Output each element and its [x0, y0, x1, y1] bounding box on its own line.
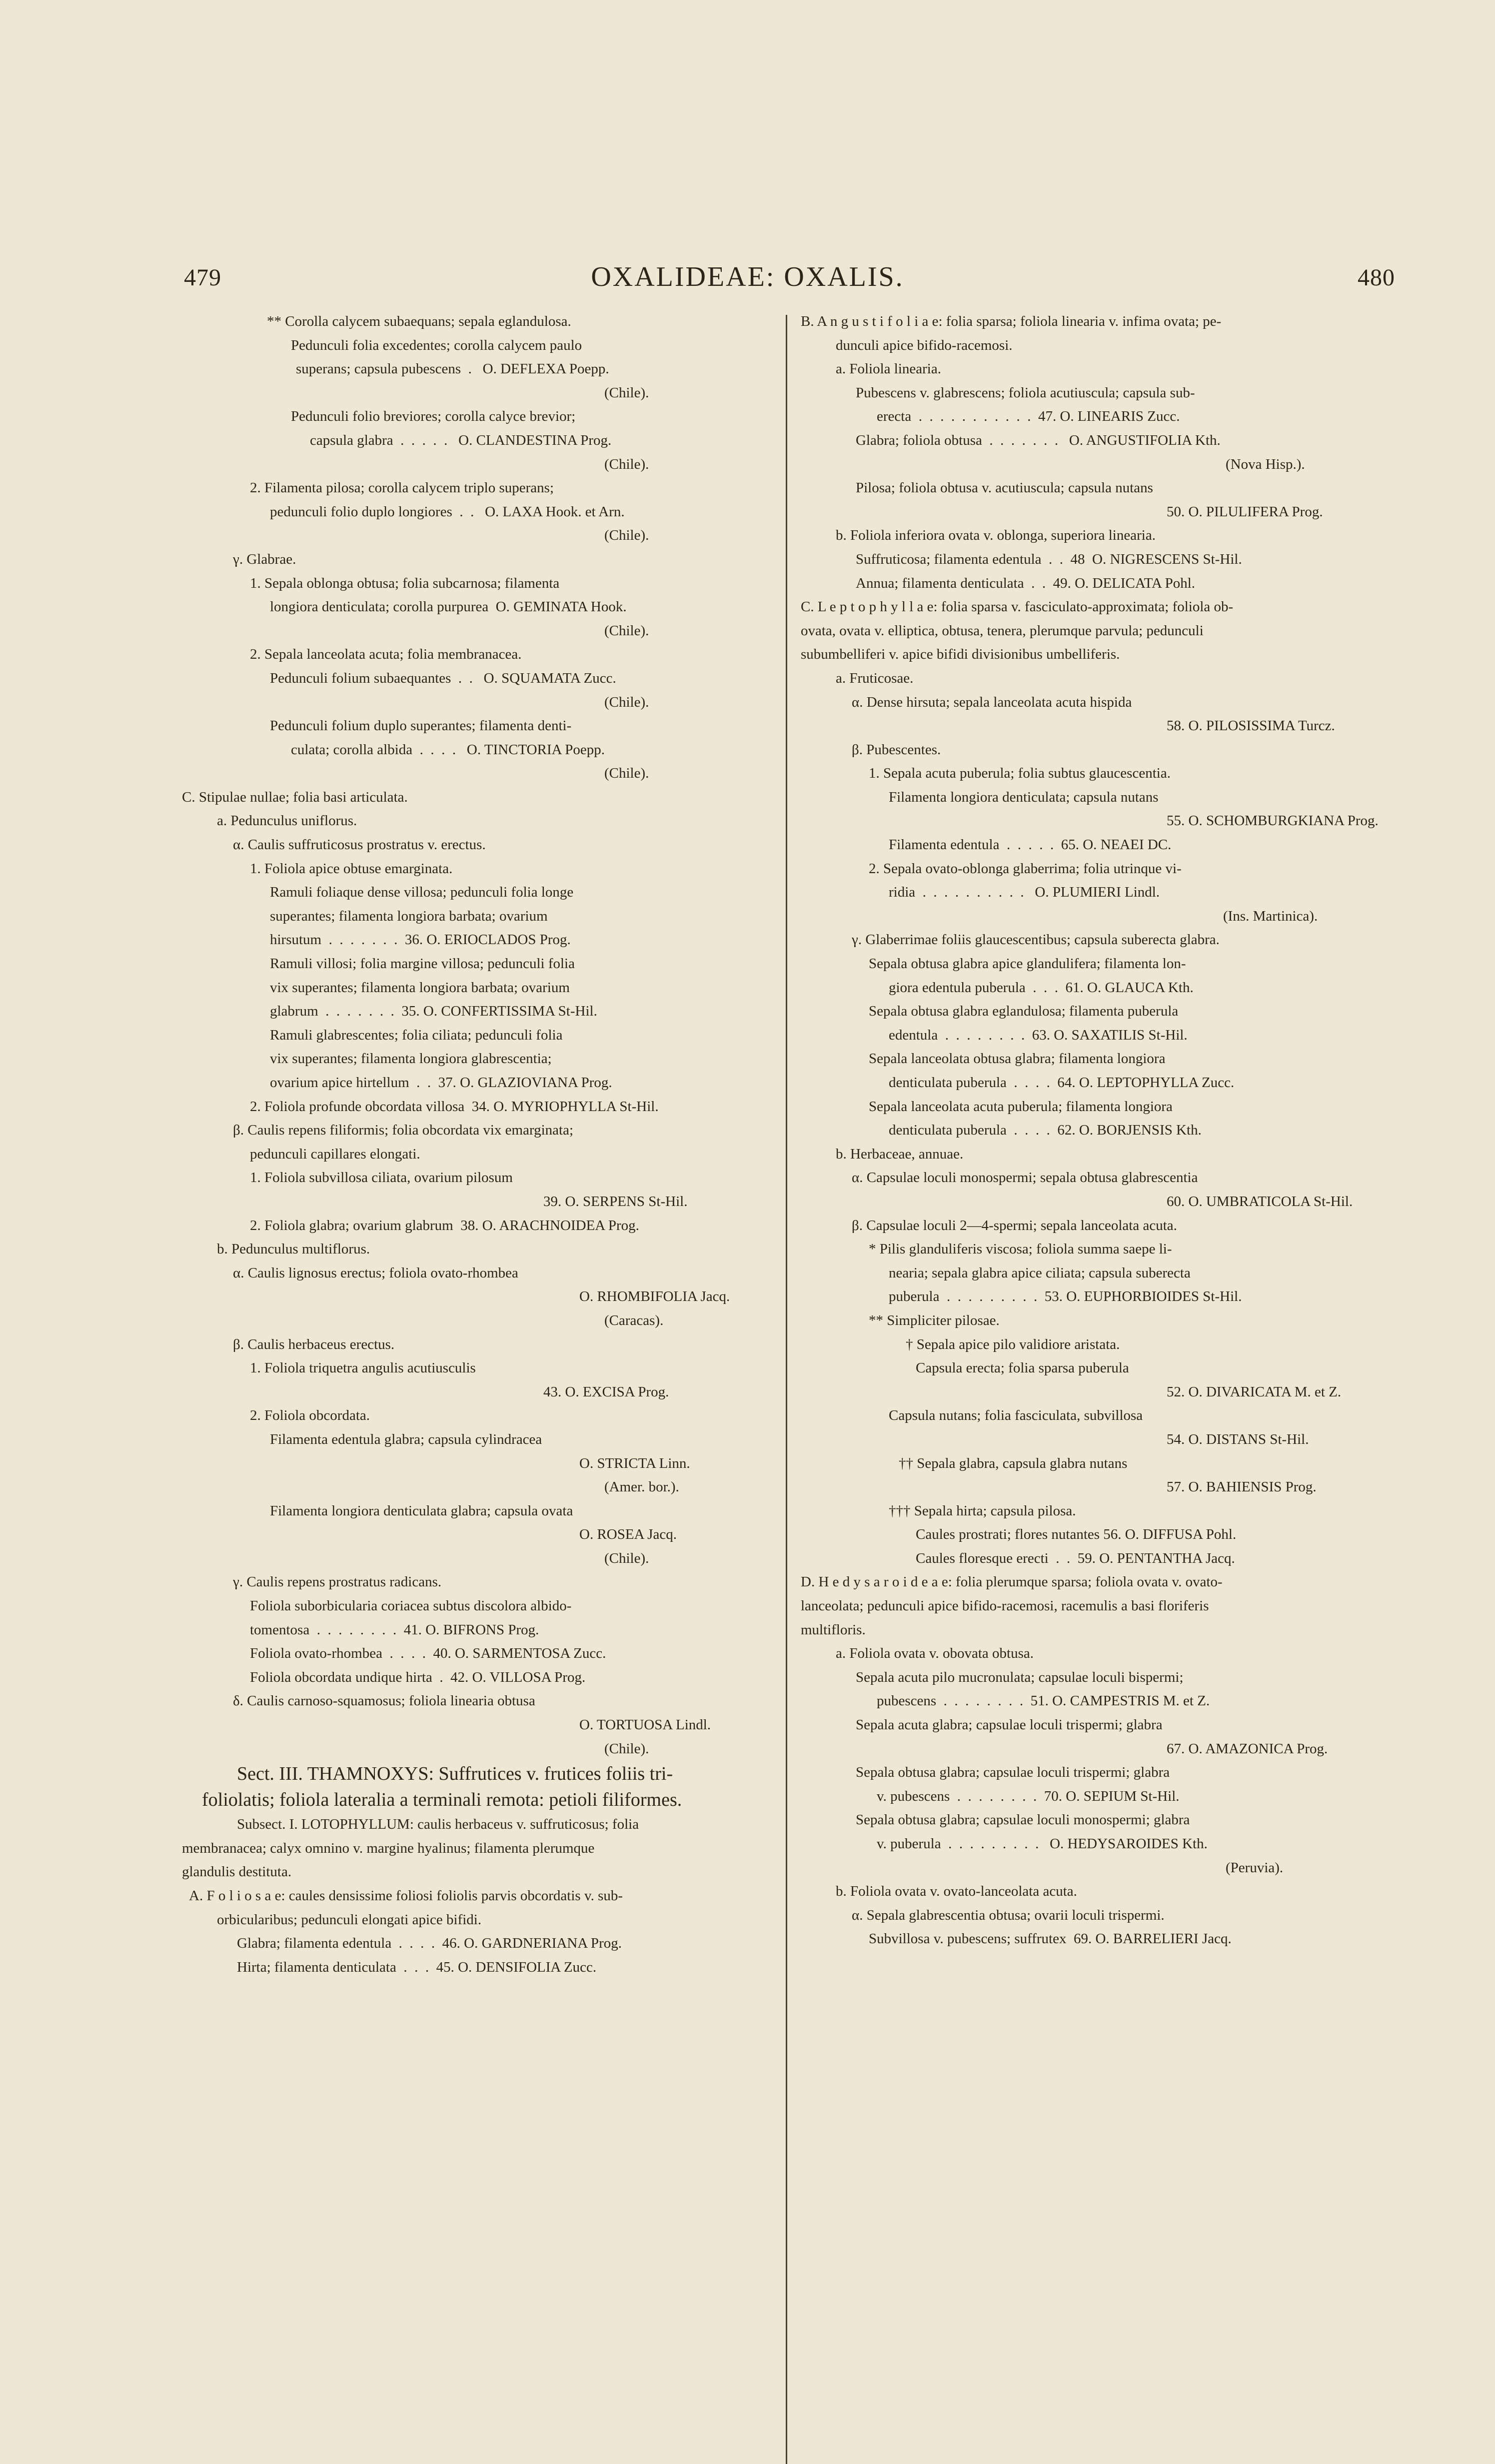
text-line — [182, 1713, 766, 1737]
text-line-content: (Chile). — [604, 694, 649, 710]
text-line-content: Sepala lanceolata obtusa glabra; filamenta longiora — [869, 1051, 1166, 1067]
text-line — [801, 1309, 1394, 1333]
text-line — [182, 1860, 766, 1884]
text-line-content: 2. Sepala ovato-oblonga glaberrima; folia utrinque vi- — [869, 860, 1182, 877]
text-line-content: capsula glabra . . . . . O. CLANDESTINA Prog. — [310, 432, 612, 448]
text-line — [801, 976, 1394, 1000]
text-line — [182, 1547, 766, 1571]
text-line — [182, 667, 766, 691]
text-line — [801, 1832, 1394, 1856]
text-line — [801, 1475, 1394, 1499]
text-line-content: Capsula nutans; folia fasciculata, subvillosa — [889, 1407, 1143, 1424]
text-line — [182, 1837, 766, 1861]
text-line — [801, 1737, 1394, 1761]
text-line-content: 1. Sepala oblonga obtusa; folia subcarnosa; filamenta — [250, 575, 560, 591]
text-line-content: edentula . . . . . . . . 63. O. SAXATILIS St-Hil. — [889, 1027, 1188, 1043]
text-line-content: puberula . . . . . . . . . 53. O. EUPHORBIOIDES St-Hil. — [889, 1288, 1242, 1305]
text-line — [801, 381, 1394, 405]
text-line-content: Ramuli villosi; folia margine villosa; pedunculi folia — [270, 956, 575, 972]
text-line-content: a. Foliola ovata v. obovata obtusa. — [836, 1645, 1034, 1662]
text-line — [801, 405, 1394, 429]
text-line-content: α. Caulis lignosus erectus; foliola ovato-rhombea — [233, 1264, 518, 1281]
text-line-content: α. Dense hirsuta; sepala lanceolata acuta hispida — [852, 694, 1132, 710]
text-line — [182, 1024, 766, 1048]
text-line — [182, 738, 766, 762]
text-line — [182, 1119, 766, 1143]
text-line-content: v. puberula . . . . . . . . . O. HEDYSAROIDES Kth. — [877, 1836, 1208, 1852]
text-line-content: giora edentula puberula . . . 61. O. GLAUCA Kth. — [889, 979, 1194, 996]
text-line — [801, 1856, 1394, 1880]
text-line-content: γ. Glaberrimae foliis glaucescentibus; capsula suberecta glabra. — [852, 932, 1220, 948]
text-line-content: a. Foliola linearia. — [836, 361, 941, 377]
text-line — [801, 1594, 1394, 1618]
text-line — [801, 1047, 1394, 1071]
text-line-content: subumbelliferi v. apice bifidi divisionibus umbelliferis. — [801, 646, 1120, 663]
text-line-content: tomentosa . . . . . . . . 41. O. BIFRONS Prog. — [250, 1621, 539, 1638]
text-line — [801, 357, 1394, 381]
text-line — [182, 1642, 766, 1666]
text-line — [801, 1071, 1394, 1095]
text-line-content: (Chile). — [604, 622, 649, 639]
text-line — [801, 1356, 1394, 1380]
text-line-content: Ramuli foliaque dense villosa; pedunculi folia longe — [270, 884, 574, 901]
text-line — [182, 1285, 766, 1309]
text-line-content: (Chile). — [604, 384, 649, 401]
text-line — [182, 476, 766, 500]
text-line — [182, 1884, 766, 1908]
text-line — [801, 1761, 1394, 1785]
text-line-content: superans; capsula pubescens . O. DEFLEXA Poepp. — [296, 361, 609, 377]
text-line — [801, 1808, 1394, 1832]
text-line — [182, 1618, 766, 1642]
text-line — [801, 809, 1394, 833]
text-line-content: ** Simpliciter pilosae. — [869, 1312, 1000, 1328]
text-line-content: 39. O. SERPENS St-Hil. — [543, 1193, 688, 1210]
text-line — [182, 1761, 766, 1787]
text-line — [801, 833, 1394, 857]
text-line-content: lanceolata; pedunculi apice bifido-racemosi, racemulis a basi floriferis — [801, 1598, 1209, 1614]
text-line — [801, 857, 1394, 881]
text-line-content: dunculi apice bifido-racemosi. — [836, 337, 1013, 353]
text-line-content: ** Corolla calycem subaequans; sepala eglandulosa. — [267, 313, 571, 329]
text-line — [801, 1190, 1394, 1214]
text-line-content: C. L e p t o p h y l l a e: folia sparsa v. fasciculato-approximata; foliola ob- — [801, 599, 1234, 615]
text-line-content: B. A n g u s t i f o l i a e: folia sparsa; foliola linearia v. infima ovata; pe- — [801, 313, 1222, 329]
text-line-content: β. Capsulae loculi 2—4-spermi; sepala lanceolata acuta. — [852, 1217, 1177, 1233]
text-line-content: multifloris. — [801, 1621, 866, 1638]
text-line — [182, 429, 766, 453]
text-line-content: Foliola ovato-rhombea . . . . 40. O. SARMENTOSA Zucc. — [250, 1645, 606, 1662]
text-line — [182, 881, 766, 905]
text-line — [182, 1666, 766, 1690]
text-line-content: 60. O. UMBRATICOLA St-Hil. — [1167, 1193, 1353, 1210]
text-line — [801, 1119, 1394, 1143]
text-line-content: Filamenta longiora denticulata glabra; capsula ovata — [270, 1502, 573, 1519]
text-line-content: 1. Foliola subvillosa ciliata, ovarium pilosum — [250, 1170, 513, 1186]
text-line-content: foliolatis; foliola lateralia a terminali remota: petioli filiformes. — [202, 1789, 682, 1811]
text-line-content: γ. Caulis repens prostratus radicans. — [233, 1574, 442, 1590]
text-line — [182, 1737, 766, 1761]
text-line-content: Sepala acuta pilo mucronulata; capsulae loculi bispermi; — [856, 1669, 1184, 1685]
text-line-content: Caules floresque erecti . . 59. O. PENTANTHA Jacq. — [916, 1550, 1235, 1566]
text-line — [182, 500, 766, 524]
text-line-content: 2. Sepala lanceolata acuta; folia membranacea. — [250, 646, 522, 663]
text-line-content: Sepala obtusa glabra; capsulae loculi trispermi; glabra — [856, 1764, 1170, 1781]
text-line — [182, 524, 766, 548]
text-line-content: O. ROSEA Jacq. — [579, 1526, 677, 1543]
text-line — [182, 1190, 766, 1214]
text-line — [182, 405, 766, 429]
text-line — [182, 691, 766, 715]
text-line — [182, 310, 766, 334]
text-line-content: nearia; sepala glabra apice ciliata; capsula suberecta — [889, 1264, 1191, 1281]
text-line — [801, 334, 1394, 358]
text-line — [801, 1024, 1394, 1048]
text-line-content: 54. O. DISTANS St-Hil. — [1167, 1431, 1309, 1447]
text-line — [182, 809, 766, 833]
text-line — [182, 1143, 766, 1167]
text-line — [801, 1547, 1394, 1571]
text-line-content: vix superantes; filamenta longiora glabrescentia; — [270, 1051, 552, 1067]
text-line — [182, 595, 766, 619]
text-line — [801, 1523, 1394, 1547]
text-line — [182, 1071, 766, 1095]
text-line — [801, 643, 1394, 667]
text-line — [801, 310, 1394, 334]
text-line-content: Filamenta edentula glabra; capsula cylindracea — [270, 1431, 542, 1447]
text-line — [801, 500, 1394, 524]
text-line-content: Capsula erecta; folia sparsa puberula — [916, 1360, 1129, 1376]
text-line-content: Foliola obcordata undique hirta . 42. O. VILLOSA Prog. — [250, 1669, 586, 1685]
text-line — [182, 1932, 766, 1956]
text-line — [182, 643, 766, 667]
text-line-content: Pedunculi folia excedentes; corolla calycem paulo — [291, 337, 582, 353]
text-line — [801, 952, 1394, 976]
text-line — [182, 1594, 766, 1618]
text-line-content: erecta . . . . . . . . . . . 47. O. LINEARIS Zucc. — [877, 408, 1180, 425]
text-line-content: (Amer. bor.). — [604, 1479, 679, 1495]
text-line — [182, 1428, 766, 1452]
text-line — [182, 1261, 766, 1285]
text-line — [801, 1927, 1394, 1951]
text-line-content: α. Capsulae loculi monospermi; sepala obtusa glabrescentia — [852, 1170, 1198, 1186]
text-line-content: Pedunculi folium duplo superantes; filamenta denti- — [270, 718, 572, 734]
text-line-content: b. Pedunculus multiflorus. — [217, 1241, 370, 1257]
text-line — [801, 1880, 1394, 1904]
running-head-title: OXALIDEAE: OXALIS. — [591, 261, 904, 292]
text-line-content: ††† Sepala hirta; capsula pilosa. — [889, 1502, 1076, 1519]
text-line-content: Subvillosa v. pubescens; suffrutex 69. O. BARRELIERI Jacq. — [869, 1931, 1232, 1947]
text-line-content: Hirta; filamenta denticulata . . . 45. O. DENSIFOLIA Zucc. — [237, 1959, 597, 1975]
text-line — [182, 1689, 766, 1713]
text-line-content: Glabra; filamenta edentula . . . . 46. O. GARDNERIANA Prog. — [237, 1935, 622, 1952]
text-line-content: δ. Caulis carnoso-squamosus; foliola linearia obtusa — [233, 1693, 535, 1709]
text-line — [182, 1523, 766, 1547]
text-line-content: Pubescens v. glabrescens; foliola acutiuscula; capsula sub- — [856, 384, 1195, 401]
text-line-content: 1. Sepala acuta puberula; folia subtus glaucescentia. — [869, 765, 1171, 782]
text-line-content: b. Foliola ovata v. ovato-lanceolata acuta. — [836, 1883, 1077, 1900]
text-line — [801, 1285, 1394, 1309]
text-line — [182, 381, 766, 405]
text-line-content: 2. Filamenta pilosa; corolla calycem triplo superans; — [250, 480, 554, 496]
text-line — [801, 881, 1394, 905]
text-line-content: superantes; filamenta longiora barbata; ovarium — [270, 908, 548, 924]
text-line — [801, 1095, 1394, 1119]
text-line — [182, 714, 766, 738]
text-line — [182, 928, 766, 952]
page-number-left: 479 — [184, 264, 221, 291]
text-line-content: O. TORTUOSA Lindl. — [579, 1717, 711, 1733]
text-line — [182, 453, 766, 477]
text-line-content: Suffruticosa; filamenta edentula . . 48 O. NIGRESCENS St-Hil. — [856, 551, 1242, 567]
text-line — [182, 762, 766, 786]
text-line-content: 57. O. BAHIENSIS Prog. — [1167, 1479, 1317, 1495]
text-line — [182, 1333, 766, 1357]
column-divider — [786, 315, 787, 2464]
text-line-content: (Ins. Martinica). — [1223, 908, 1318, 924]
text-line — [182, 357, 766, 381]
page-number-right: 480 — [1358, 264, 1395, 291]
text-line — [801, 1689, 1394, 1713]
text-line — [182, 1166, 766, 1190]
text-line-content: Sepala obtusa glabra eglandulosa; filamenta puberula — [869, 1003, 1179, 1020]
text-line-content: culata; corolla albida . . . . O. TINCTORIA Poepp. — [291, 741, 605, 758]
text-line-content: glandulis destituta. — [182, 1864, 292, 1880]
text-line — [182, 1000, 766, 1024]
text-line — [801, 619, 1394, 643]
text-line — [182, 1813, 766, 1837]
text-line-content: (Chile). — [604, 1740, 649, 1757]
text-line-content: denticulata puberula . . . . 62. O. BORJENSIS Kth. — [889, 1122, 1202, 1139]
text-line-content: † Sepala apice pilo validiore aristata. — [906, 1336, 1120, 1352]
text-line-content: D. H e d y s a r o i d e a e: folia plerumque sparsa; foliola ovata v. ovato- — [801, 1574, 1223, 1590]
text-line — [182, 548, 766, 572]
text-line-content: C. Stipulae nullae; folia basi articulata. — [182, 789, 408, 805]
text-line — [801, 714, 1394, 738]
text-line — [801, 453, 1394, 477]
text-line — [182, 1047, 766, 1071]
text-line — [182, 1237, 766, 1261]
text-line — [182, 1309, 766, 1333]
text-line-content: Filamenta edentula . . . . . 65. O. NEAEI DC. — [889, 837, 1172, 853]
text-line-content: Sepala acuta glabra; capsulae loculi trispermi; glabra — [856, 1717, 1163, 1733]
text-line-content: Ramuli glabrescentes; folia ciliata; pedunculi folia — [270, 1027, 563, 1043]
text-line-content: pubescens . . . . . . . . 51. O. CAMPESTRIS M. et Z. — [877, 1693, 1210, 1709]
text-line — [182, 786, 766, 810]
text-line — [801, 1785, 1394, 1809]
text-line-content: Pedunculi folium subaequantes . . O. SQUAMATA Zucc. — [270, 670, 616, 686]
text-line — [801, 928, 1394, 952]
text-line — [182, 1787, 766, 1813]
text-line — [182, 1214, 766, 1238]
text-line-content: 1. Foliola apice obtuse emarginata. — [250, 860, 453, 877]
text-line-content: Pedunculi folio breviores; corolla calyce brevior; — [291, 408, 576, 425]
text-line-content: Sepala lanceolata acuta puberula; filamenta longiora — [869, 1098, 1173, 1115]
text-line — [801, 1166, 1394, 1190]
text-line-content: A. F o l i o s a e: caules densissime foliosi foliolis parvis obcordatis v. sub- — [189, 1888, 623, 1904]
text-line — [182, 1356, 766, 1380]
text-line-content: Caules prostrati; flores nutantes 56. O. DIFFUSA Pohl. — [916, 1526, 1237, 1543]
text-line-content: hirsutum . . . . . . . 36. O. ERIOCLADOS Prog. — [270, 932, 571, 948]
text-line — [182, 1475, 766, 1499]
text-line-content: α. Sepala glabrescentia obtusa; ovarii loculi trispermi. — [852, 1907, 1165, 1923]
text-line-content: 43. O. EXCISA Prog. — [543, 1383, 669, 1400]
text-line-content: ovarium apice hirtellum . . 37. O. GLAZIOVIANA Prog. — [270, 1075, 612, 1091]
text-line — [801, 1904, 1394, 1928]
text-line-content: denticulata puberula . . . . 64. O. LEPTOPHYLLA Zucc. — [889, 1075, 1235, 1091]
text-line — [801, 786, 1394, 810]
text-line — [182, 619, 766, 643]
text-line — [182, 1380, 766, 1404]
text-line-content: O. STRICTA Linn. — [579, 1455, 690, 1471]
text-line — [801, 1143, 1394, 1167]
text-line — [801, 1000, 1394, 1024]
text-line-content: Sect. III. THAMNOXYS: Suffrutices v. frutices foliis tri- — [237, 1763, 673, 1785]
text-line — [182, 1956, 766, 1980]
text-line — [801, 572, 1394, 596]
text-line — [182, 1570, 766, 1594]
text-line-content: (Chile). — [604, 456, 649, 472]
text-line-content: β. Caulis herbaceus erectus. — [233, 1336, 395, 1352]
text-line-content: 2. Foliola obcordata. — [250, 1407, 370, 1424]
text-line-content: Sepala obtusa glabra apice glandulifera; filamenta lon- — [869, 956, 1186, 972]
text-line — [182, 857, 766, 881]
text-line-content: β. Caulis repens filiformis; folia obcordata vix emarginata; — [233, 1122, 574, 1139]
text-line-content: 55. O. SCHOMBURGKIANA Prog. — [1167, 813, 1379, 829]
text-line-content: 50. O. PILULIFERA Prog. — [1167, 503, 1323, 520]
text-line — [801, 1428, 1394, 1452]
text-line — [801, 667, 1394, 691]
text-line-content: Glabra; foliola obtusa . . . . . . . O. ANGUSTIFOLIA Kth. — [856, 432, 1221, 448]
text-line — [182, 1095, 766, 1119]
text-line-content: b. Herbaceae, annuae. — [836, 1146, 964, 1162]
text-line — [801, 1499, 1394, 1523]
text-line-content: O. RHOMBIFOLIA Jacq. — [579, 1288, 730, 1305]
text-line — [801, 1452, 1394, 1476]
text-line — [182, 1908, 766, 1932]
text-line — [801, 548, 1394, 572]
text-line-content: (Chile). — [604, 765, 649, 782]
text-line — [801, 595, 1394, 619]
text-line-content: ovata, ovata v. elliptica, obtusa, tenera, plerumque parvula; pedunculi — [801, 622, 1204, 639]
text-line — [182, 1499, 766, 1523]
text-line — [801, 524, 1394, 548]
text-line — [182, 833, 766, 857]
text-line — [182, 1452, 766, 1476]
text-line-content: 2. Foliola profunde obcordata villosa 34. O. MYRIOPHYLLA St-Hil. — [250, 1098, 659, 1115]
text-line — [801, 1713, 1394, 1737]
text-line-content: * Pilis glanduliferis viscosa; foliola summa saepe li- — [869, 1241, 1172, 1257]
text-line — [801, 1261, 1394, 1285]
text-line-content: longiora denticulata; corolla purpurea O. GEMINATA Hook. — [270, 599, 627, 615]
text-line — [801, 691, 1394, 715]
text-line-content: Foliola suborbicularia coriacea subtus discolora albido- — [250, 1598, 572, 1614]
text-line-content: pedunculi capillares elongati. — [250, 1146, 420, 1162]
text-line-content: 67. O. AMAZONICA Prog. — [1167, 1740, 1328, 1757]
text-line-content: (Caracas). — [604, 1312, 664, 1328]
text-line — [182, 952, 766, 976]
text-line — [182, 572, 766, 596]
text-line-content: a. Fruticosae. — [836, 670, 914, 686]
text-line-content: α. Caulis suffruticosus prostratus v. erectus. — [233, 837, 486, 853]
right-column — [801, 310, 1394, 1951]
text-line-content: (Chile). — [604, 1550, 649, 1566]
left-column — [182, 310, 766, 1979]
text-line — [801, 1666, 1394, 1690]
text-line — [801, 905, 1394, 929]
text-line — [182, 905, 766, 929]
text-line-content: 1. Foliola triquetra angulis acutiusculis — [250, 1360, 476, 1376]
text-line-content: Sepala obtusa glabra; capsulae loculi monospermi; glabra — [856, 1812, 1190, 1828]
text-line — [801, 476, 1394, 500]
text-line-content: Filamenta longiora denticulata; capsula nutans — [889, 789, 1159, 805]
text-line-content: glabrum . . . . . . . 35. O. CONFERTISSIMA St-Hil. — [270, 1003, 597, 1020]
text-line-content: orbicularibus; pedunculi elongati apice bifidi. — [217, 1911, 482, 1928]
text-line — [801, 762, 1394, 786]
text-line — [801, 1380, 1394, 1404]
text-line — [801, 1333, 1394, 1357]
text-line-content: (Nova Hisp.). — [1226, 456, 1305, 472]
text-line-content: γ. Glabrae. — [233, 551, 296, 567]
text-line — [801, 1237, 1394, 1261]
text-line-content: (Chile). — [604, 527, 649, 544]
text-line-content: β. Pubescentes. — [852, 741, 941, 758]
text-line-content: membranacea; calyx omnino v. margine hyalinus; filamenta plerumque — [182, 1840, 595, 1856]
text-line-content: 2. Foliola glabra; ovarium glabrum 38. O. ARACHNOIDEA Prog. — [250, 1217, 639, 1233]
text-line-content: ridia . . . . . . . . . . O. PLUMIERI Lindl. — [889, 884, 1160, 901]
text-line-content: †† Sepala glabra, capsula glabra nutans — [899, 1455, 1128, 1471]
text-line — [801, 1642, 1394, 1666]
text-line-content: a. Pedunculus uniflorus. — [217, 813, 357, 829]
text-line — [801, 1214, 1394, 1238]
text-line-content: vix superantes; filamenta longiora barbata; ovarium — [270, 979, 570, 996]
text-line — [801, 738, 1394, 762]
text-line-content: Annua; filamenta denticulata . . 49. O. DELICATA Pohl. — [856, 575, 1196, 591]
text-line — [801, 1618, 1394, 1642]
text-line-content: 58. O. PILOSISSIMA Turcz. — [1167, 718, 1335, 734]
text-line-content: Pilosa; foliola obtusa v. acutiuscula; capsula nutans — [856, 480, 1153, 496]
text-line-content: 52. O. DIVARICATA M. et Z. — [1167, 1383, 1342, 1400]
text-line — [182, 334, 766, 358]
text-line — [182, 976, 766, 1000]
text-line — [801, 429, 1394, 453]
text-line-content: (Peruvia). — [1226, 1859, 1284, 1876]
text-line-content: pedunculi folio duplo longiores . . O. LAXA Hook. et Arn. — [270, 503, 625, 520]
text-line-content: v. pubescens . . . . . . . . 70. O. SEPIUM St-Hil. — [877, 1788, 1180, 1804]
text-line — [801, 1570, 1394, 1594]
text-line — [801, 1404, 1394, 1428]
text-line — [182, 1404, 766, 1428]
text-line-content: Subsect. I. LOTOPHYLLUM: caulis herbaceus v. suffruticosus; folia — [237, 1816, 639, 1833]
text-line-content: b. Foliola inferiora ovata v. oblonga, superiora linearia. — [836, 527, 1156, 544]
